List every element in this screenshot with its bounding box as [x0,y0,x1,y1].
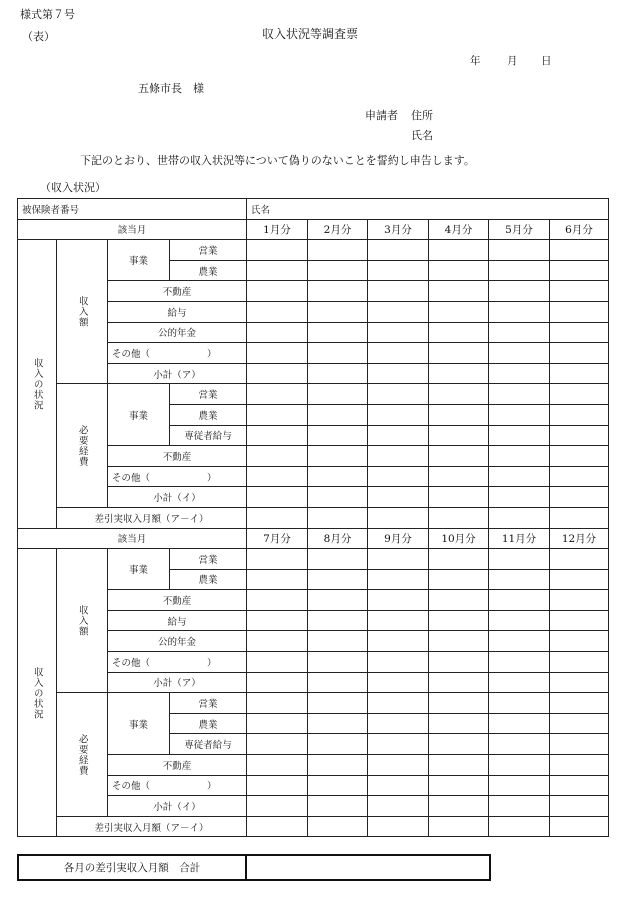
month-label: 6月分 [550,219,609,240]
insured-row [18,199,609,220]
amount-cell[interactable] [550,569,609,590]
real-estate-label: 不動産 [108,755,247,776]
amount-cell[interactable] [429,569,489,590]
commerce-label: 営業 [170,240,247,261]
amount-cell[interactable] [489,652,550,673]
amount-cell[interactable] [368,631,429,652]
business-label: 事業 [108,549,170,590]
amount-cell[interactable] [429,404,489,425]
amount-cell[interactable] [247,240,308,261]
amount-cell[interactable] [429,549,489,570]
insured-number-label: 被保険者番号 [18,199,247,220]
amount-cell[interactable] [550,693,609,714]
amount-cell[interactable] [429,816,489,837]
amount-cell[interactable] [489,507,550,528]
amount-cell[interactable] [429,363,489,384]
amount-cell[interactable] [368,734,429,755]
salary-label: 給与 [108,301,247,322]
real-estate-label: 不動産 [108,590,247,611]
amount-cell[interactable] [308,775,368,796]
side-label: （表） [22,30,55,43]
amount-cell[interactable] [550,260,609,281]
amount-cell[interactable] [308,404,368,425]
amount-cell[interactable] [368,281,429,302]
amount-cell[interactable] [550,652,609,673]
expenses-label: 必要経費 [57,384,108,508]
amount-cell[interactable] [368,755,429,776]
amount-cell[interactable] [308,631,368,652]
amount-cell[interactable] [429,446,489,467]
amount-cell[interactable] [429,734,489,755]
amount-cell[interactable] [429,343,489,364]
amount-cell[interactable] [489,363,550,384]
amount-cell[interactable] [247,816,308,837]
amount-cell[interactable] [247,487,308,508]
date-day-label: 日 [541,55,552,67]
amount-cell[interactable] [247,713,308,734]
amount-cell[interactable] [429,713,489,734]
income-status-table [17,198,609,837]
real-estate-label: 不動産 [108,281,247,302]
month-label: 2月分 [308,219,368,240]
real-estate-label: 不動産 [108,446,247,467]
other-income-label: その他（ ） [108,343,247,364]
amount-cell[interactable] [308,425,368,446]
amount-cell[interactable] [368,240,429,261]
amount-cell[interactable] [247,281,308,302]
amount-cell[interactable] [550,240,609,261]
amount-cell[interactable] [489,569,550,590]
amount-cell[interactable] [489,301,550,322]
amount-cell[interactable] [489,281,550,302]
amount-cell[interactable] [368,672,429,693]
name-label: 氏名 [411,129,433,142]
address-label: 住所 [411,109,433,122]
business-label: 事業 [108,240,170,281]
amount-cell[interactable] [368,425,429,446]
month-label: 4月分 [429,219,489,240]
monthly-total-value[interactable] [247,856,489,879]
pension-label: 公的年金 [108,322,247,343]
applicant-label: 申請者 [365,109,398,122]
amount-cell[interactable] [489,816,550,837]
amount-cell[interactable] [247,755,308,776]
commerce-label: 営業 [170,384,247,405]
amount-cell[interactable] [247,549,308,570]
other-income-label: その他（ ） [108,652,247,673]
amount-cell[interactable] [368,404,429,425]
subtotal-i-label: 小計（イ） [108,796,247,817]
amount-cell[interactable] [429,652,489,673]
amount-cell[interactable] [247,301,308,322]
amount-cell[interactable] [247,425,308,446]
income-status-label: 収入の状況 [18,549,57,837]
amount-cell[interactable] [489,796,550,817]
amount-cell[interactable] [308,384,368,405]
amount-cell[interactable] [429,425,489,446]
amount-cell[interactable] [489,487,550,508]
amount-cell[interactable] [429,755,489,776]
amount-cell[interactable] [247,631,308,652]
amount-cell[interactable] [247,260,308,281]
amount-cell[interactable] [368,775,429,796]
amount-cell[interactable] [429,281,489,302]
amount-cell[interactable] [368,507,429,528]
amount-cell[interactable] [429,260,489,281]
amount-cell[interactable] [308,816,368,837]
amount-cell[interactable] [429,775,489,796]
amount-cell[interactable] [429,240,489,261]
amount-cell[interactable] [308,652,368,673]
amount-cell[interactable] [489,734,550,755]
amount-cell[interactable] [368,652,429,673]
amount-cell[interactable] [368,590,429,611]
amount-cell[interactable] [368,466,429,487]
net-income-label: 差引実収入月額（ア－イ） [57,816,247,837]
amount-cell[interactable] [550,281,609,302]
amount-cell[interactable] [308,281,368,302]
amount-cell[interactable] [247,384,308,405]
month-header-row-2 [18,528,609,549]
amount-cell[interactable] [368,301,429,322]
amount-cell[interactable] [247,734,308,755]
amount-cell[interactable] [308,487,368,508]
amount-cell[interactable] [308,446,368,467]
subtotal-a-label: 小計（ア） [108,363,247,384]
amount-cell[interactable] [247,507,308,528]
amount-cell[interactable] [489,425,550,446]
amount-cell[interactable] [550,446,609,467]
amount-cell[interactable] [247,652,308,673]
amount-cell[interactable] [550,755,609,776]
amount-cell[interactable] [368,796,429,817]
amount-cell[interactable] [489,610,550,631]
amount-cell[interactable] [489,755,550,776]
amount-cell[interactable] [550,301,609,322]
form-number: 様式第７号 [20,8,75,21]
amount-cell[interactable] [308,322,368,343]
month-header-row-1 [18,219,609,240]
agriculture-label: 農業 [170,404,247,425]
amount-cell[interactable] [308,569,368,590]
monthly-total-label: 各月の差引実収入月額 合計 [19,856,247,879]
amount-cell[interactable] [550,384,609,405]
amount-cell[interactable] [550,404,609,425]
month-label: 7月分 [247,528,308,549]
section-label: （収入状況） [40,181,106,194]
amount-cell[interactable] [247,796,308,817]
page-title: 収入状況等調査票 [262,27,359,41]
amount-cell[interactable] [247,446,308,467]
family-employee-salary-label: 専従者給与 [170,425,247,446]
amount-cell[interactable] [550,487,609,508]
amount-cell[interactable] [368,363,429,384]
insured-name-field[interactable]: 氏名 [247,199,609,220]
amount-cell[interactable] [368,322,429,343]
amount-cell[interactable] [368,816,429,837]
amount-cell[interactable] [489,590,550,611]
salary-label: 給与 [108,610,247,631]
amount-cell[interactable] [550,466,609,487]
amount-cell[interactable] [247,610,308,631]
amount-cell[interactable] [368,446,429,467]
amount-cell[interactable] [489,466,550,487]
net-income-label: 差引実収入月額（ア－イ） [57,507,247,528]
amount-cell[interactable] [429,590,489,611]
amount-cell[interactable] [550,549,609,570]
monthly-total-box [17,854,491,881]
amount-cell[interactable] [247,672,308,693]
amount-cell[interactable] [550,343,609,364]
amount-cell[interactable] [368,260,429,281]
amount-cell[interactable] [550,610,609,631]
other-expense-label: その他（ ） [108,775,247,796]
addressee: 五條市長 様 [138,82,204,95]
amount-cell[interactable] [489,446,550,467]
amount-cell[interactable] [489,384,550,405]
pension-label: 公的年金 [108,631,247,652]
month-label: 1月分 [247,219,308,240]
amount-cell[interactable] [368,549,429,570]
amount-cell[interactable] [489,775,550,796]
amount-cell[interactable] [429,466,489,487]
amount-cell[interactable] [247,775,308,796]
amount-cell[interactable] [489,343,550,364]
business-label: 事業 [108,384,170,446]
amount-cell[interactable] [247,404,308,425]
amount-cell[interactable] [489,404,550,425]
month-label: 9月分 [368,528,429,549]
income-status-label: 収入の状況 [18,240,57,528]
amount-cell[interactable] [308,343,368,364]
amount-cell[interactable] [308,507,368,528]
month-label: 10月分 [429,528,489,549]
amount-cell[interactable] [550,734,609,755]
amount-cell[interactable] [308,734,368,755]
amount-cell[interactable] [247,322,308,343]
family-employee-salary-label: 専従者給与 [170,734,247,755]
amount-cell[interactable] [429,507,489,528]
month-label: 8月分 [308,528,368,549]
amount-cell[interactable] [368,487,429,508]
amount-cell[interactable] [429,693,489,714]
declaration-text: 下記のとおり、世帯の収入状況等について偽りのないことを誓約し申告します。 [80,154,475,167]
amount-cell[interactable] [550,631,609,652]
amount-cell[interactable] [308,260,368,281]
amount-cell[interactable] [308,466,368,487]
amount-cell[interactable] [550,796,609,817]
amount-cell[interactable] [429,631,489,652]
amount-cell[interactable] [429,301,489,322]
amount-cell[interactable] [550,363,609,384]
amount-cell[interactable] [247,590,308,611]
amount-cell[interactable] [368,569,429,590]
amount-cell[interactable] [308,693,368,714]
amount-cell[interactable] [247,569,308,590]
amount-cell[interactable] [308,713,368,734]
month-header-label: 該当月 [18,219,247,240]
amount-cell[interactable] [489,240,550,261]
commerce-label: 営業 [170,549,247,570]
subtotal-a-label: 小計（ア） [108,672,247,693]
amount-cell[interactable] [489,631,550,652]
amount-cell[interactable] [429,796,489,817]
agriculture-label: 農業 [170,260,247,281]
amount-cell[interactable] [550,507,609,528]
amount-cell[interactable] [368,610,429,631]
amount-cell[interactable] [308,240,368,261]
amount-cell[interactable] [429,322,489,343]
agriculture-label: 農業 [170,569,247,590]
commerce-label: 営業 [170,693,247,714]
amount-cell[interactable] [550,775,609,796]
amount-cell[interactable] [489,713,550,734]
amount-cell[interactable] [429,487,489,508]
amount-cell[interactable] [368,384,429,405]
amount-cell[interactable] [308,549,368,570]
month-label: 11月分 [489,528,550,549]
date-year-label: 年 [470,55,481,67]
amount-cell[interactable] [489,549,550,570]
month-label: 5月分 [489,219,550,240]
amount-cell[interactable] [247,466,308,487]
income-amount-label: 収入額 [57,240,108,384]
other-expense-label: その他（ ） [108,466,247,487]
amount-cell[interactable] [308,796,368,817]
amount-cell[interactable] [489,322,550,343]
date-month-label: 月 [507,55,518,67]
amount-cell[interactable] [247,693,308,714]
amount-cell[interactable] [308,755,368,776]
amount-cell[interactable] [489,693,550,714]
amount-cell[interactable] [429,672,489,693]
amount-cell[interactable] [550,425,609,446]
amount-cell[interactable] [308,301,368,322]
amount-cell[interactable] [489,260,550,281]
amount-cell[interactable] [247,363,308,384]
amount-cell[interactable] [247,343,308,364]
amount-cell[interactable] [429,384,489,405]
amount-cell[interactable] [308,363,368,384]
amount-cell[interactable] [308,590,368,611]
amount-cell[interactable] [368,693,429,714]
amount-cell[interactable] [550,672,609,693]
amount-cell[interactable] [550,713,609,734]
amount-cell[interactable] [308,672,368,693]
amount-cell[interactable] [550,816,609,837]
amount-cell[interactable] [550,322,609,343]
month-label: 12月分 [550,528,609,549]
subtotal-i-label: 小計（イ） [108,487,247,508]
agriculture-label: 農業 [170,713,247,734]
income-amount-label: 収入額 [57,549,108,693]
business-label: 事業 [108,693,170,755]
amount-cell[interactable] [368,713,429,734]
amount-cell[interactable] [368,343,429,364]
expenses-label: 必要経費 [57,693,108,817]
amount-cell[interactable] [550,590,609,611]
month-header-label: 該当月 [18,528,247,549]
amount-cell[interactable] [429,610,489,631]
amount-cell[interactable] [489,672,550,693]
amount-cell[interactable] [308,610,368,631]
month-label: 3月分 [368,219,429,240]
